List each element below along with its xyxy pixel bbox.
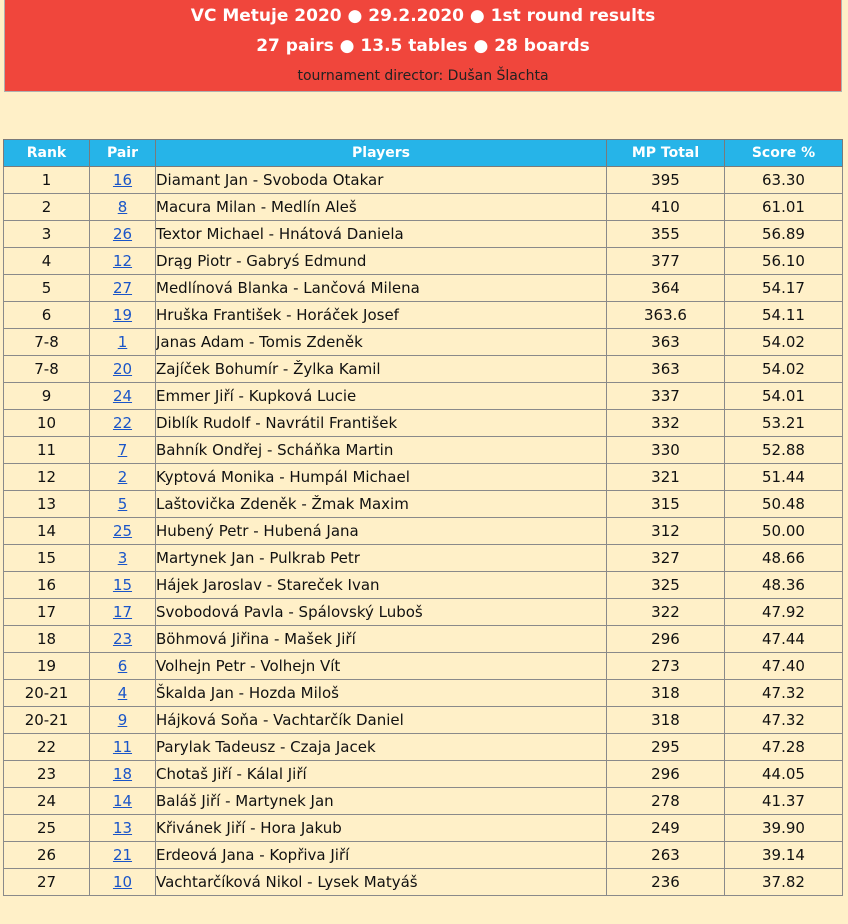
pair-link[interactable]: 5 (117, 495, 128, 513)
rank-cell: 10 (4, 410, 90, 437)
mp-total-cell: 363.6 (607, 302, 725, 329)
pair-cell (90, 572, 156, 599)
pair-cell (90, 518, 156, 545)
score-cell: 41.37 (725, 788, 843, 815)
players-cell: Hubený Petr - Hubená Jana (156, 518, 607, 545)
pair-cell (90, 626, 156, 653)
pair-cell (90, 410, 156, 437)
pair-cell (90, 545, 156, 572)
rank-cell: 11 (4, 437, 90, 464)
mp-total-cell: 410 (607, 194, 725, 221)
pair-cell (90, 356, 156, 383)
score-cell: 44.05 (725, 761, 843, 788)
score-cell: 39.14 (725, 842, 843, 869)
score-cell: 47.44 (725, 626, 843, 653)
table-row (4, 302, 843, 329)
pair-cell (90, 194, 156, 221)
pair-link[interactable]: 12 (112, 252, 133, 270)
table-row (4, 734, 843, 761)
rank-cell: 16 (4, 572, 90, 599)
score-cell: 63.30 (725, 167, 843, 194)
table-row (4, 518, 843, 545)
pair-link[interactable]: 2 (117, 468, 128, 486)
pair-link[interactable]: 26 (112, 225, 133, 243)
pair-cell (90, 221, 156, 248)
mp-total-cell: 337 (607, 383, 725, 410)
score-cell: 47.40 (725, 653, 843, 680)
rank-cell: 25 (4, 815, 90, 842)
pair-cell (90, 761, 156, 788)
players-cell: Textor Michael - Hnátová Daniela (156, 221, 607, 248)
rank-cell: 20-21 (4, 707, 90, 734)
players-cell: Škalda Jan - Hozda Miloš (156, 680, 607, 707)
table-row (4, 383, 843, 410)
results-header-row (4, 140, 843, 167)
table-row (4, 680, 843, 707)
table-row (4, 545, 843, 572)
pair-cell (90, 869, 156, 896)
table-row (4, 248, 843, 275)
rank-cell: 15 (4, 545, 90, 572)
players-cell: Vachtarčíková Nikol - Lysek Matyáš (156, 869, 607, 896)
mp-total-cell: 236 (607, 869, 725, 896)
pair-cell (90, 599, 156, 626)
rank-cell: 3 (4, 221, 90, 248)
pair-link[interactable]: 20 (112, 360, 133, 378)
mp-total-cell: 332 (607, 410, 725, 437)
players-cell: Chotaš Jiří - Kálal Jiří (156, 761, 607, 788)
pair-cell (90, 491, 156, 518)
rank-cell: 6 (4, 302, 90, 329)
pair-link[interactable]: 10 (112, 873, 133, 891)
pair-link[interactable]: 1 (117, 333, 128, 351)
rank-cell: 20-21 (4, 680, 90, 707)
mp-total-cell: 395 (607, 167, 725, 194)
players-cell: Diblík Rudolf - Navrátil František (156, 410, 607, 437)
tournament-director: tournament director: Dušan Šlachta (297, 68, 549, 84)
score-cell: 61.01 (725, 194, 843, 221)
rank-cell: 14 (4, 518, 90, 545)
score-cell: 39.90 (725, 815, 843, 842)
pair-cell (90, 275, 156, 302)
mp-total-cell: 296 (607, 626, 725, 653)
table-row (4, 167, 843, 194)
table-row (4, 221, 843, 248)
results-header-banner (4, 0, 842, 92)
rank-cell: 18 (4, 626, 90, 653)
mp-total-cell: 364 (607, 275, 725, 302)
table-row (4, 815, 843, 842)
pair-cell (90, 815, 156, 842)
mp-total-cell: 249 (607, 815, 725, 842)
mp-total-cell: 363 (607, 329, 725, 356)
pair-cell (90, 653, 156, 680)
rank-cell: 12 (4, 464, 90, 491)
table-row (4, 626, 843, 653)
players-cell: Hájková Soňa - Vachtarčík Daniel (156, 707, 607, 734)
pair-cell (90, 437, 156, 464)
tournament-summary: 27 pairs ● 13.5 tables ● 28 boards (256, 36, 590, 56)
pair-link[interactable]: 4 (117, 684, 128, 702)
players-cell: Zajíček Bohumír - Žylka Kamil (156, 356, 607, 383)
rank-cell: 17 (4, 599, 90, 626)
mp-total-cell: 330 (607, 437, 725, 464)
pair-link[interactable]: 14 (112, 792, 133, 810)
table-row (4, 869, 843, 896)
players-cell: Volhejn Petr - Volhejn Vít (156, 653, 607, 680)
mp-total-cell: 377 (607, 248, 725, 275)
mp-total-cell: 295 (607, 734, 725, 761)
score-cell: 48.66 (725, 545, 843, 572)
players-cell: Hájek Jaroslav - Stareček Ivan (156, 572, 607, 599)
rank-cell: 27 (4, 869, 90, 896)
table-row (4, 491, 843, 518)
pair-cell (90, 734, 156, 761)
score-cell: 37.82 (725, 869, 843, 896)
pair-link[interactable]: 8 (117, 198, 128, 216)
score-cell: 53.21 (725, 410, 843, 437)
pair-link[interactable]: 9 (117, 711, 128, 729)
players-cell: Bahník Ondřej - Scháňka Martin (156, 437, 607, 464)
pair-cell (90, 842, 156, 869)
table-row (4, 653, 843, 680)
players-cell: Janas Adam - Tomis Zdeněk (156, 329, 607, 356)
rank-cell: 9 (4, 383, 90, 410)
rank-cell: 26 (4, 842, 90, 869)
column-header-rank: Rank (4, 140, 90, 167)
table-row (4, 437, 843, 464)
rank-cell: 13 (4, 491, 90, 518)
mp-total-cell: 296 (607, 761, 725, 788)
rank-cell: 5 (4, 275, 90, 302)
column-header-players: Players (156, 140, 607, 167)
players-cell: Svobodová Pavla - Spálovský Luboš (156, 599, 607, 626)
pair-cell (90, 248, 156, 275)
score-cell: 52.88 (725, 437, 843, 464)
table-row (4, 572, 843, 599)
pair-link[interactable]: 23 (112, 630, 133, 648)
players-cell: Křivánek Jiří - Hora Jakub (156, 815, 607, 842)
pair-cell (90, 707, 156, 734)
score-cell: 47.32 (725, 707, 843, 734)
players-cell: Diamant Jan - Svoboda Otakar (156, 167, 607, 194)
players-cell: Baláš Jiří - Martynek Jan (156, 788, 607, 815)
tournament-title: VC Metuje 2020 ● 29.2.2020 ● 1st round results (190, 6, 656, 26)
rank-cell: 19 (4, 653, 90, 680)
mp-total-cell: 325 (607, 572, 725, 599)
pair-cell (90, 464, 156, 491)
score-cell: 54.01 (725, 383, 843, 410)
table-row (4, 788, 843, 815)
mp-total-cell: 312 (607, 518, 725, 545)
players-cell: Martynek Jan - Pulkrab Petr (156, 545, 607, 572)
pair-cell (90, 329, 156, 356)
score-cell: 54.02 (725, 329, 843, 356)
players-cell: Hruška František - Horáček Josef (156, 302, 607, 329)
pair-link[interactable]: 7 (117, 441, 128, 459)
column-header-score: Score % (725, 140, 843, 167)
pair-link[interactable]: 6 (117, 657, 128, 675)
rank-cell: 4 (4, 248, 90, 275)
rank-cell: 23 (4, 761, 90, 788)
score-cell: 48.36 (725, 572, 843, 599)
column-header-mp-total: MP Total (607, 140, 725, 167)
score-cell: 54.02 (725, 356, 843, 383)
players-cell: Laštovička Zdeněk - Žmak Maxim (156, 491, 607, 518)
table-row (4, 194, 843, 221)
results-table (3, 139, 843, 896)
players-cell: Emmer Jiří - Kupková Lucie (156, 383, 607, 410)
rank-cell: 7-8 (4, 356, 90, 383)
mp-total-cell: 318 (607, 680, 725, 707)
pair-link[interactable]: 25 (112, 522, 133, 540)
rank-cell: 22 (4, 734, 90, 761)
column-header-pair: Pair (90, 140, 156, 167)
pair-link[interactable]: 24 (112, 387, 133, 405)
pair-cell (90, 680, 156, 707)
mp-total-cell: 318 (607, 707, 725, 734)
mp-total-cell: 322 (607, 599, 725, 626)
pair-link[interactable]: 21 (112, 846, 133, 864)
pair-link[interactable]: 17 (112, 603, 133, 621)
table-row (4, 599, 843, 626)
pair-link[interactable]: 27 (112, 279, 133, 297)
pair-link[interactable]: 15 (112, 576, 133, 594)
score-cell: 54.11 (725, 302, 843, 329)
table-row (4, 761, 843, 788)
mp-total-cell: 327 (607, 545, 725, 572)
rank-cell: 2 (4, 194, 90, 221)
pair-cell (90, 302, 156, 329)
table-row (4, 356, 843, 383)
mp-total-cell: 273 (607, 653, 725, 680)
score-cell: 56.10 (725, 248, 843, 275)
table-row (4, 707, 843, 734)
score-cell: 50.00 (725, 518, 843, 545)
players-cell: Drąg Piotr - Gabryś Edmund (156, 248, 607, 275)
score-cell: 47.92 (725, 599, 843, 626)
pair-link[interactable]: 19 (112, 306, 133, 324)
mp-total-cell: 315 (607, 491, 725, 518)
players-cell: Kyptová Monika - Humpál Michael (156, 464, 607, 491)
pair-cell (90, 383, 156, 410)
players-cell: Parylak Tadeusz - Czaja Jacek (156, 734, 607, 761)
rank-cell: 24 (4, 788, 90, 815)
score-cell: 54.17 (725, 275, 843, 302)
pair-cell (90, 167, 156, 194)
pair-link[interactable]: 13 (112, 819, 133, 837)
mp-total-cell: 363 (607, 356, 725, 383)
players-cell: Macura Milan - Medlín Aleš (156, 194, 607, 221)
players-cell: Erdeová Jana - Kopřiva Jiří (156, 842, 607, 869)
score-cell: 51.44 (725, 464, 843, 491)
score-cell: 47.28 (725, 734, 843, 761)
pair-link[interactable]: 18 (112, 765, 133, 783)
mp-total-cell: 263 (607, 842, 725, 869)
score-cell: 50.48 (725, 491, 843, 518)
players-cell: Böhmová Jiřina - Mašek Jiří (156, 626, 607, 653)
score-cell: 47.32 (725, 680, 843, 707)
pair-link[interactable]: 16 (112, 171, 133, 189)
pair-link[interactable]: 11 (112, 738, 133, 756)
pair-link[interactable]: 3 (117, 549, 128, 567)
rank-cell: 7-8 (4, 329, 90, 356)
table-row (4, 842, 843, 869)
mp-total-cell: 355 (607, 221, 725, 248)
mp-total-cell: 321 (607, 464, 725, 491)
table-row (4, 410, 843, 437)
mp-total-cell: 278 (607, 788, 725, 815)
table-row (4, 464, 843, 491)
players-cell: Medlínová Blanka - Lančová Milena (156, 275, 607, 302)
score-cell: 56.89 (725, 221, 843, 248)
rank-cell: 1 (4, 167, 90, 194)
table-row (4, 275, 843, 302)
pair-link[interactable]: 22 (112, 414, 133, 432)
pair-cell (90, 788, 156, 815)
table-row (4, 329, 843, 356)
